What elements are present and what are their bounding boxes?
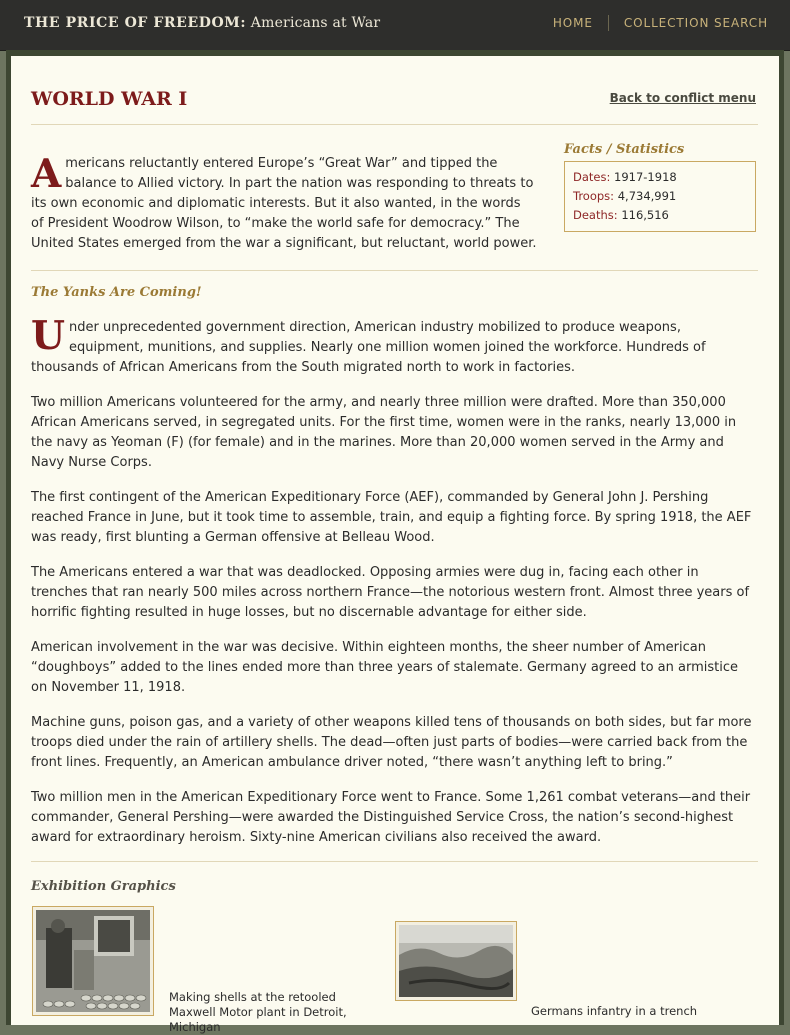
facts-box [564,161,756,232]
fact-dates [573,168,747,187]
back-to-conflict-menu-link[interactable]: Back to conflict menu [609,91,756,105]
graphic-caption: Making shells at the retooled Maxwell Motor plant in Detroit, Michigan [169,990,347,1034]
fact-dates-value: 1917-1918 [614,170,677,184]
page-header [31,88,756,116]
page-title: WORLD WAR I [31,88,188,110]
facts-panel [564,142,756,232]
trench-photo-icon [399,925,513,997]
fact-deaths-label: Deaths: [573,208,618,222]
site-title-bold: THE PRICE OF FREEDOM: [24,15,247,31]
main-content [11,56,779,1034]
section-title: The Yanks Are Coming! [31,285,202,300]
section-paragraph: Machine guns, poison gas, and a variety of other weapons killed tens of thousands on both sides, but far more troops died under the rain of artillery shells. The dead—often just parts of bodies—were carried back from the front lines. Frequently, an American ambulance driver noted, “there wasn’t anything left to bring.” [31,715,752,770]
nav-collection-search-link[interactable]: COLLECTION SEARCH [623,16,768,30]
section-paragraph: Two million Americans volunteered for the army, and nearly three million were drafted. More than 350,000 African Americans served, in segregated units. For the first time, women were in the ranks, nearly 13,000 in the navy as Yeoman (F) (for female) and in the marines. More than 20,000 women served in the Army and Navy Nurse Corps. [31,395,737,470]
header-divider [31,124,758,125]
section-paragraph: The Americans entered a war that was deadlocked. Opposing armies were dug in, facing each other in trenches that ran nearly 500 miles across northern France—the notorious western front. Almost three years of horrific fighting resulted in huge losses, but no discernable advantage for either side. [31,565,750,620]
graphics-title: Exhibition Graphics [31,879,176,894]
section-dropcap: U [31,313,66,359]
graphic-caption: Germans infantry in a trench [531,1004,698,1018]
nav-home-link[interactable]: HOME [552,16,593,30]
section-paragraph [31,313,758,378]
fact-deaths [573,206,747,225]
body-divider [31,861,758,862]
section-paragraph: American involvement in the war was decisive. Within eighteen months, the sheer number of American “doughboys” added to the lines ended more than three years of stalemate. Germany agreed to an armistice on November 11, 1918. [31,640,739,695]
factory-photo-icon [36,910,150,1012]
section-paragraph: The first contingent of the American Expeditionary Force (AEF), commanded by General John J. Pershing reached France in June, but it took time to assemble, train, and equip a fighting force. By spring 1918, the AEF was ready, first blunting a German offensive at Belleau Wood. [31,490,752,545]
graphics-gallery [31,905,758,1034]
nav-divider [608,15,609,31]
top-nav [553,15,768,31]
fact-troops-value: 4,734,991 [617,189,677,203]
graphic-thumbnail[interactable] [32,906,154,1016]
fact-troops-label: Troops: [573,189,615,203]
section-paragraph-text: nder unprecedented government direction, American industry mobilized to produce weapons, equipment, munitions, and supplies. Nearly one million women joined the workforce. Hundreds of thousands of African Americans from the South migrated north to work in factories. [31,320,706,375]
intro-text: mericans reluctantly entered Europe’s “Great War” and tipped the balance to Allied victory. In part the nation was responding to threats to its own economic and diplomatic interests. But it also wanted, in the words of President Woodrow Wilson, to “make the world safe for democracy.” The United States emerged from the war a significant, but reluctant, world power. [31,156,537,251]
intro-dropcap: A [31,151,62,197]
section-body [31,313,758,863]
intro-divider [31,270,758,271]
top-bar [0,0,790,51]
facts-title: Facts / Statistics [564,142,685,157]
intro-paragraph [31,151,537,254]
section-paragraph: Two million men in the American Expeditionary Force went to France. Some 1,261 combat veterans—and their commander, General Pershing—were awarded the Distinguished Service Cross, the nation’s second-highest award for extraordinary heroism. Sixty-nine American civilians also received the award. [31,790,751,845]
fact-deaths-value: 116,516 [621,208,669,222]
fact-dates-label: Dates: [573,170,611,184]
site-title-rest: Americans at War [250,15,381,31]
fact-troops [573,187,747,206]
graphic-thumbnail[interactable] [395,921,517,1001]
site-title[interactable] [24,15,380,31]
